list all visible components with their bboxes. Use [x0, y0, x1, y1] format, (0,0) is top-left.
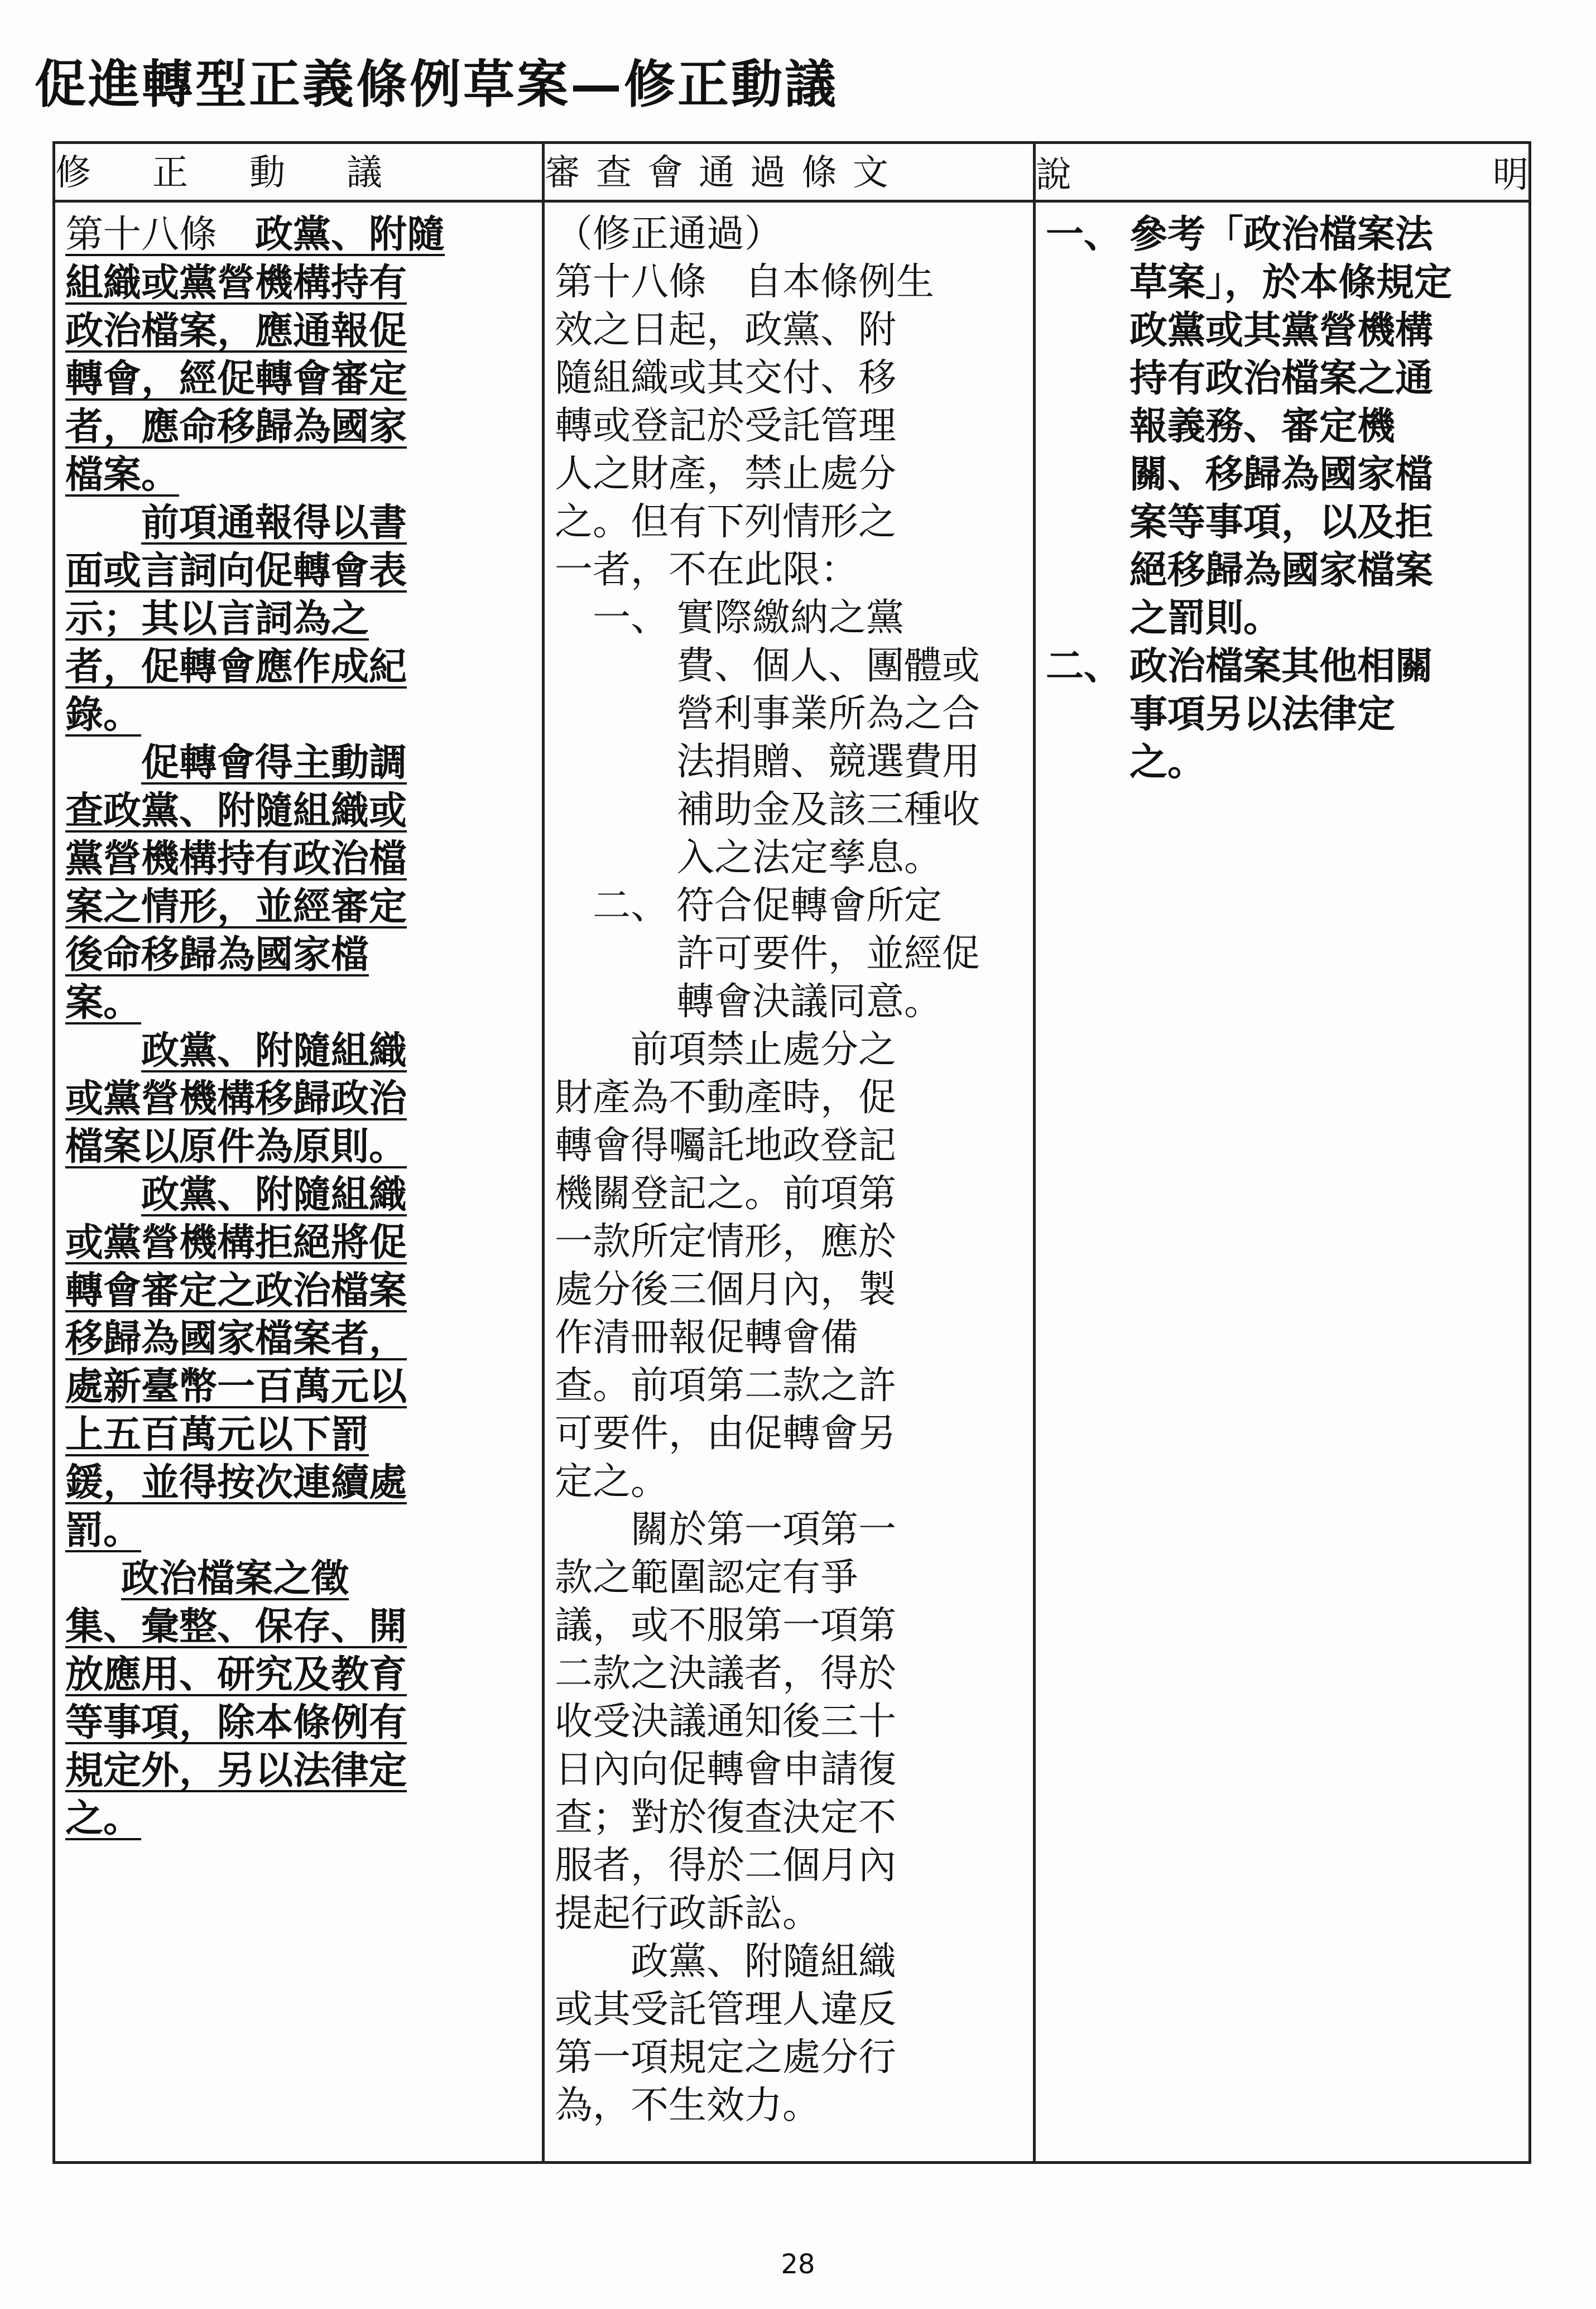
table-body-row — [54, 201, 1530, 2163]
amendment-paragraph: 第十八條 政黨、附隨 組織或黨營機構持有 政治檔案，應通報促 轉會，經促轉會審定 者，應命移歸為國家 檔案。 — [65, 212, 445, 497]
amendment-article-label: 第十八條 — [65, 213, 218, 257]
passed-paragraph: 前項禁止處分之 財產為不動產時，促 轉會得囑託地政登記 機關登記之。前項第 一款所定情形，應於 處分後三個月內，製 作清冊報促轉會備 查。前項第二款之許 可要件，由促轉會另 定之。 — [555, 1028, 897, 1504]
header-explanation — [1035, 143, 1530, 201]
amendment-paragraph: 政黨、附隨組織 或黨營機構移歸政治 檔案以原件為原則。 — [65, 1028, 407, 1169]
header-passed-text: 審查會通過條文 — [544, 143, 1035, 201]
header-amendment: 修正動議 — [54, 143, 544, 201]
page-title: 促進轉型正義條例草案—修正動議 — [35, 54, 839, 114]
passed-paragraph: 關於第一項第一 款之範圍認定有爭 議，或不服第一項第 二款之決議者，得於 收受決議通知後三十 日內向促轉會申請復 查；對於復查決定不 服者，得於二個月內 提起行政訴訟。 — [555, 1508, 897, 1936]
passed-paragraph: 政黨、附隨組織 或其受託管理人違反 第一項規定之處分行 為，不生效力。 — [555, 1940, 897, 2128]
amendment-paragraph: 政治檔案之徵 集、彙整、保存、開 放應用、研究及教育 等事項，除本條例有 規定外，另以法律定 之。 — [65, 1556, 407, 1841]
passed-text-cell — [544, 201, 1035, 2163]
table-header-row — [54, 143, 1530, 201]
comparison-table — [52, 141, 1531, 2164]
amendment-paragraph: 政黨、附隨組織 或黨營機構拒絕將促 轉會審定之政治檔案 移歸為國家檔案者， 處新臺幣一百萬元以 上五百萬元以下罰 鍰，並得按次連續處 罰。 — [65, 1172, 407, 1553]
header-explanation-second: 明 — [1493, 155, 1528, 196]
passed-intro: 第十八條 自本條例生 效之日起，政黨、附 隨組織或其交付、移 轉或登記於受託管理 人之財產，禁止處分 之。但有下列情形之 一者，不在此限： — [555, 260, 935, 592]
passed-item: 一、 實際繳納之黨 費、個人、團體或 營利事業所為之合 法捐贈、競選費用 補助金及該三種收 入之法定孳息。 — [593, 596, 980, 880]
explanation-cell — [1035, 201, 1530, 2163]
amendment-paragraph: 促轉會得主動調 查政黨、附隨組織或 黨營機構持有政治檔 案之情形，並經審定 後命移歸為國家檔 案。 — [65, 740, 407, 1025]
explanation-item: 一、 參考「政治檔案法 草案」，於本條規定 政黨或其黨營機構 持有政治檔案之通 報義務、審定機 關、移歸為國家檔 案等事項，以及拒 絕移歸為國家檔案 之罰則。 — [1046, 212, 1453, 641]
explanation-item: 二、 政治檔案其他相關 事項另以法律定 之。 — [1046, 644, 1434, 785]
amendment-cell — [54, 201, 544, 2163]
page-number: 28 — [781, 2249, 815, 2280]
header-explanation-first: 說 — [1036, 155, 1071, 196]
passed-item: 二、 符合促轉會所定 許可要件，並經促 轉會決議同意。 — [593, 884, 980, 1024]
amendment-paragraph: 前項通報得以書 面或言詞向促轉會表 示；其以言詞為之 者，促轉會應作成紀 錄。 — [65, 501, 407, 737]
passed-note: （修正通過） — [555, 212, 783, 256]
